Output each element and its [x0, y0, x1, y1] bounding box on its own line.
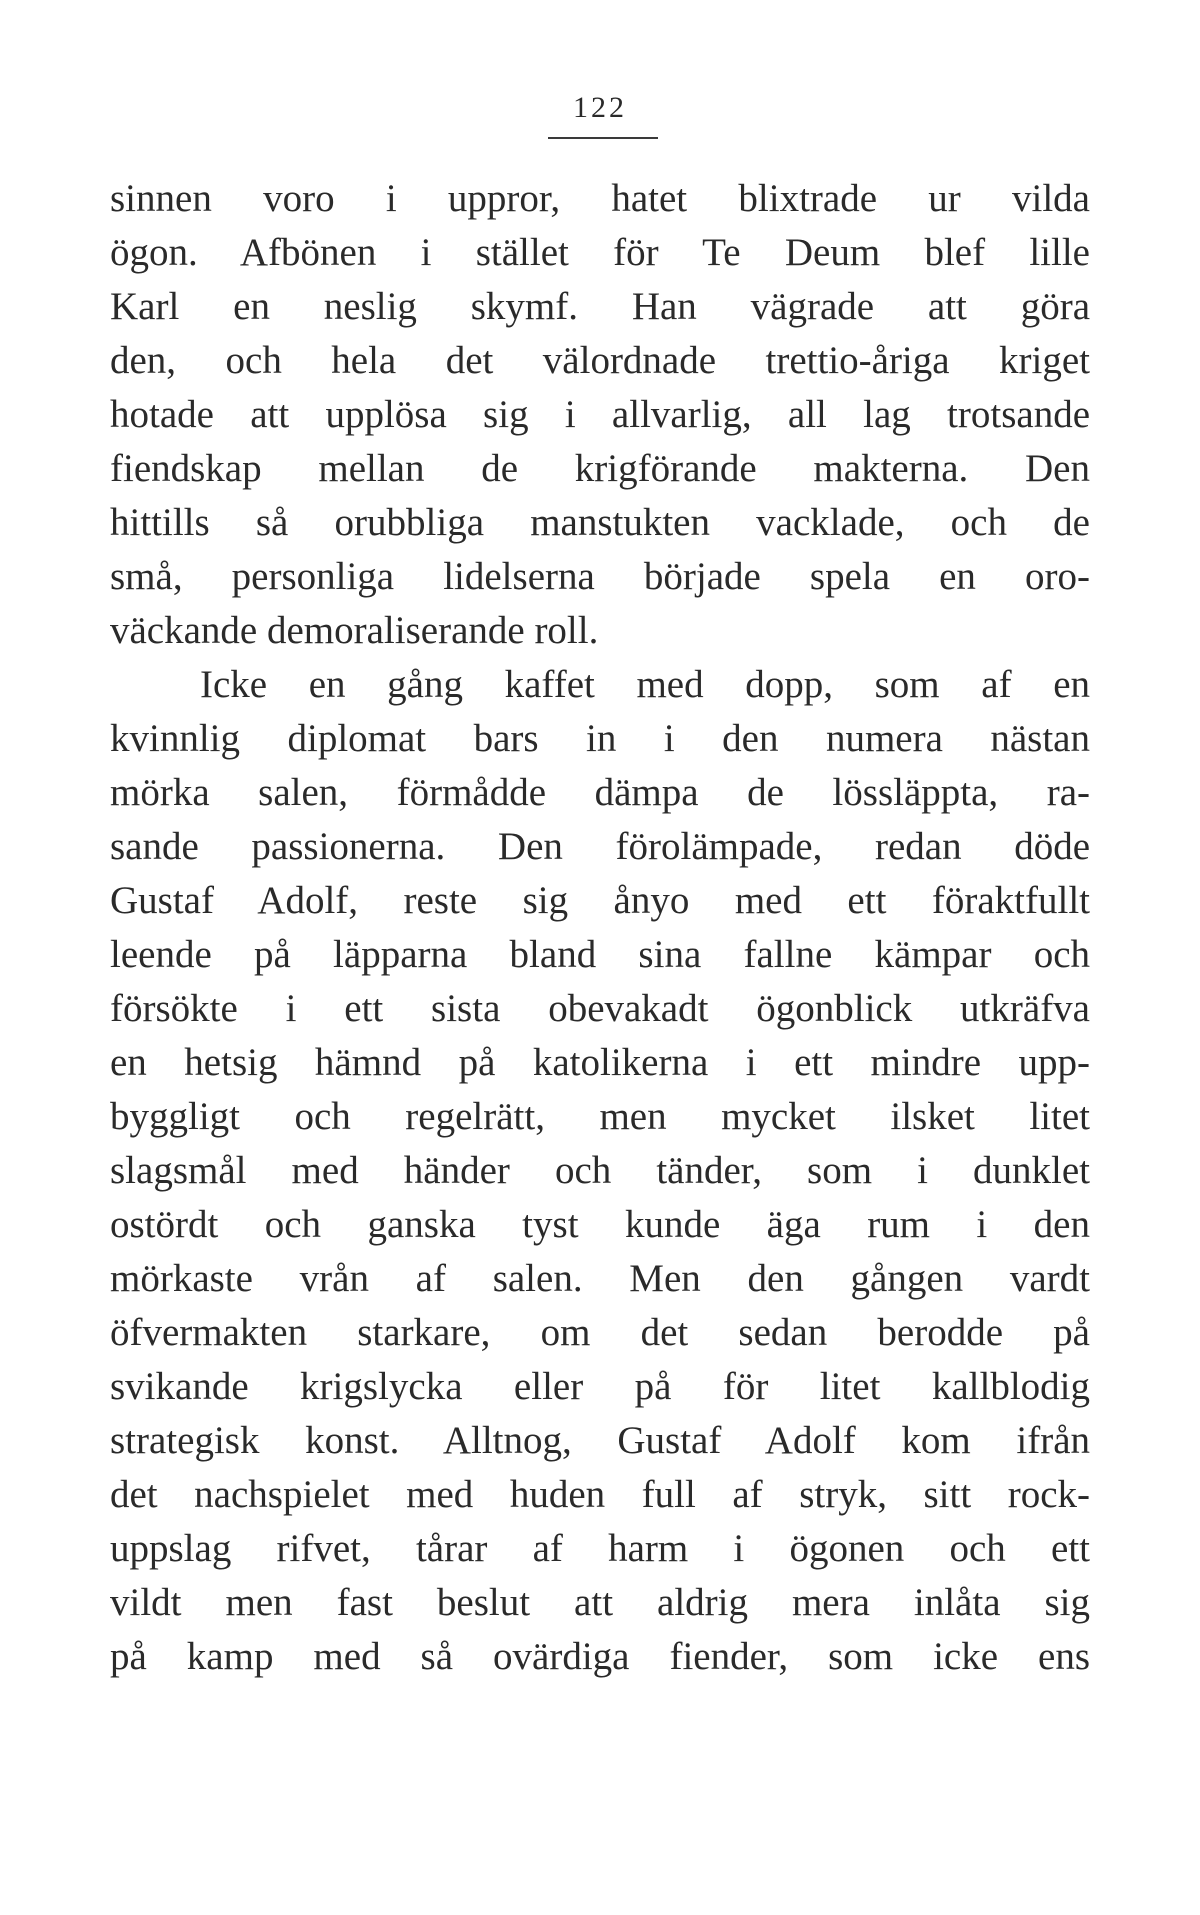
text-line: hotade att upplösa sig i allvarlig, all lag trotsande: [110, 393, 1090, 436]
text-line: på kamp med så ovärdiga fiender, som icke ens: [110, 1635, 1090, 1678]
text-line: mörka salen, förmådde dämpa de lössläppta, ra-: [110, 771, 1090, 814]
text-line: uppslag rifvet, tårar af harm i ögonen och ett: [110, 1527, 1090, 1570]
text-line: det nachspielet med huden full af stryk, sitt rock-: [110, 1473, 1090, 1516]
page-number: 122: [573, 91, 627, 124]
text-line: öfvermakten starkare, om det sedan berodde på: [110, 1311, 1090, 1354]
text-line: en hetsig hämnd på katolikerna i ett mindre upp-: [110, 1041, 1090, 1084]
text-line: Gustaf Adolf, reste sig ånyo med ett föraktfullt: [110, 879, 1090, 922]
text-line: hittills så orubbliga manstukten vacklade, och de: [110, 501, 1090, 544]
text-line: ostördt och ganska tyst kunde äga rum i den: [110, 1203, 1090, 1246]
text-line: sande passionerna. Den förolämpade, redan döde: [110, 825, 1090, 868]
text-line: ögon. Afbönen i stället för Te Deum blef lille: [110, 231, 1090, 274]
text-line: byggligt och regelrätt, men mycket ilsket litet: [110, 1095, 1090, 1138]
text-line: strategisk konst. Alltnog, Gustaf Adolf kom ifrån: [110, 1419, 1090, 1462]
text-line: små, personliga lidelserna började spela en oro-: [110, 555, 1090, 598]
paragraph-start-line: Icke en gång kaffet med dopp, som af en: [200, 663, 1090, 706]
paragraph-end-line: väckande demoraliserande roll.: [110, 609, 599, 652]
text-body: [110, 172, 1090, 1684]
text-line: leende på läpparna bland sina fallne kämpar och: [110, 933, 1090, 976]
text-line: fiendskap mellan de krigförande makterna. Den: [110, 447, 1090, 490]
text-line: försökte i ett sista obevakadt ögonblick utkräfva: [110, 987, 1090, 1030]
text-line: sinnen voro i uppror, hatet blixtrade ur vilda: [110, 177, 1090, 220]
text-line: mörkaste vrån af salen. Men den gången vardt: [110, 1257, 1090, 1300]
text-line: Karl en neslig skymf. Han vägrade att göra: [110, 285, 1090, 328]
text-line: den, och hela det välordnade trettio-åriga kriget: [110, 339, 1090, 382]
text-line: vildt men fast beslut att aldrig mera inlåta sig: [110, 1581, 1090, 1624]
text-line: kvinnlig diplomat bars in i den numera nästan: [110, 717, 1090, 760]
text-line: svikande krigslycka eller på för litet kallblodig: [110, 1365, 1090, 1408]
text-line: slagsmål med händer och tänder, som i dunklet: [110, 1149, 1090, 1192]
page-number-rule: [548, 137, 658, 139]
